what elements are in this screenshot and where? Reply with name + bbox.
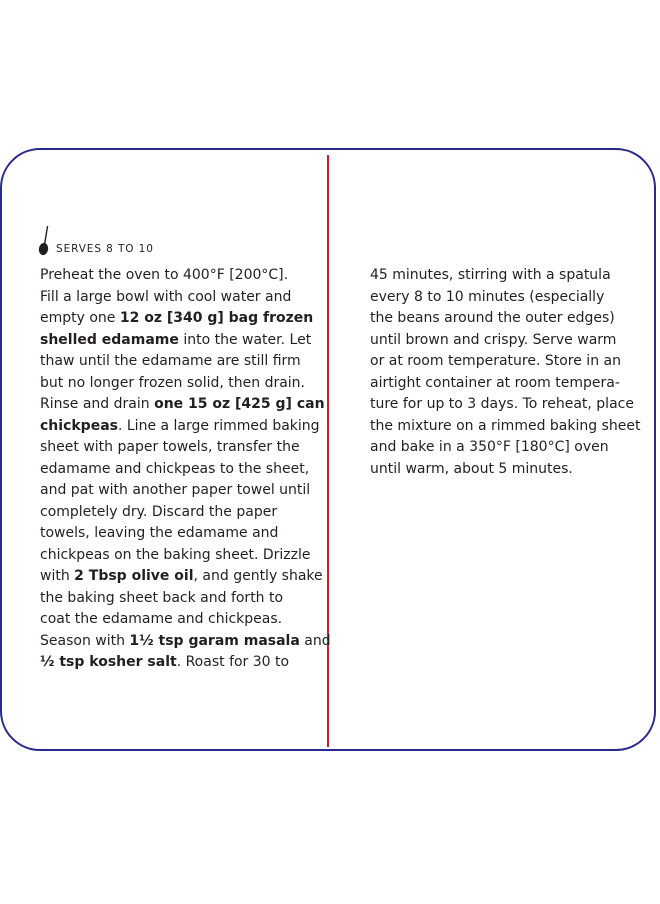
text-run: every 8 to 10 minutes (especially (370, 288, 605, 305)
text-run: thaw until the edamame are still firm (40, 353, 301, 369)
text-line (40, 394, 331, 416)
text-line (40, 287, 331, 309)
text-run: until warm, about 5 minutes. (370, 460, 573, 477)
text-line (370, 394, 640, 416)
text-run: chickpeas on the baking sheet. Drizzle (40, 546, 311, 563)
text-line (40, 523, 331, 545)
text-run: and (299, 632, 331, 649)
text-run: completely dry. Discard the paper (40, 503, 278, 520)
serves-label: SERVES 8 TO 10 (56, 243, 154, 255)
text-line (370, 459, 640, 481)
ingredient-text: one 15 oz [425 g] can (154, 396, 325, 412)
recipe-text-right (370, 265, 640, 480)
text-line (40, 437, 331, 459)
text-run: Season with (40, 632, 130, 649)
text-run: . Line a large rimmed baking (117, 417, 320, 434)
text-run: but no longer frozen solid, then drain. (40, 374, 306, 391)
text-run: or at room temperature. Store in an (370, 353, 621, 369)
ingredient-text: chickpeas (40, 417, 118, 434)
ingredient-text: shelled edamame (40, 331, 179, 348)
text-run: towels, leaving the edamame and (40, 525, 279, 541)
text-run: Rinse and drain (40, 396, 155, 412)
text-run: and pat with another paper towel until (40, 482, 311, 498)
text-line (40, 502, 331, 524)
text-line (370, 330, 640, 352)
text-run: ture for up to 3 days. To reheat, place (370, 396, 634, 412)
text-line (370, 265, 640, 287)
text-run: 45 minutes, stirring with a spatula (370, 267, 611, 283)
text-run: with (40, 568, 75, 584)
text-line (40, 373, 331, 395)
text-line (370, 287, 640, 309)
text-run: the beans around the outer edges) (370, 310, 615, 326)
text-run: edamame and chickpeas to the sheet, (40, 460, 310, 477)
text-run: the baking sheet back and forth to (40, 589, 284, 606)
text-line (40, 652, 331, 674)
text-line (40, 588, 331, 610)
text-line (40, 566, 331, 588)
text-run: and bake in a 350°F [180°C] oven (370, 439, 609, 455)
recipe-text-left (40, 265, 331, 674)
text-line (40, 265, 331, 287)
text-line (40, 459, 331, 481)
text-line (40, 308, 331, 330)
text-line (40, 416, 331, 438)
text-run: , and gently shake (193, 568, 323, 584)
ingredient-text: 1½ tsp garam masala (129, 632, 300, 649)
text-run: Preheat the oven to 400°F [200°C]. (40, 267, 289, 283)
text-run: Fill a large bowl with cool water and (40, 288, 292, 305)
text-run: until brown and crispy. Serve warm (370, 331, 617, 348)
text-line (370, 437, 640, 459)
text-run: the mixture on a rimmed baking sheet (370, 417, 641, 434)
text-run: empty one (40, 310, 120, 326)
text-run: into the water. Let (178, 331, 312, 348)
text-line (40, 631, 331, 653)
ingredient-text: ½ tsp kosher salt (40, 654, 177, 670)
spoon-icon (38, 226, 50, 256)
ingredient-text: 2 Tbsp olive oil (74, 568, 194, 584)
text-line (40, 609, 331, 631)
text-line (370, 416, 640, 438)
text-run: . Roast for 30 to (176, 654, 290, 670)
serves-header (38, 226, 154, 256)
text-run: sheet with paper towels, transfer the (40, 439, 300, 455)
text-line (370, 373, 640, 395)
text-run: coat the edamame and chickpeas. (40, 611, 283, 627)
text-line (40, 545, 331, 567)
text-line (370, 351, 640, 373)
ingredient-text: 12 oz [340 g] bag frozen (119, 310, 314, 326)
text-line (370, 308, 640, 330)
text-line (40, 330, 331, 352)
text-run: airtight container at room tempera- (370, 374, 620, 391)
text-line (40, 351, 331, 373)
text-line (40, 480, 331, 502)
